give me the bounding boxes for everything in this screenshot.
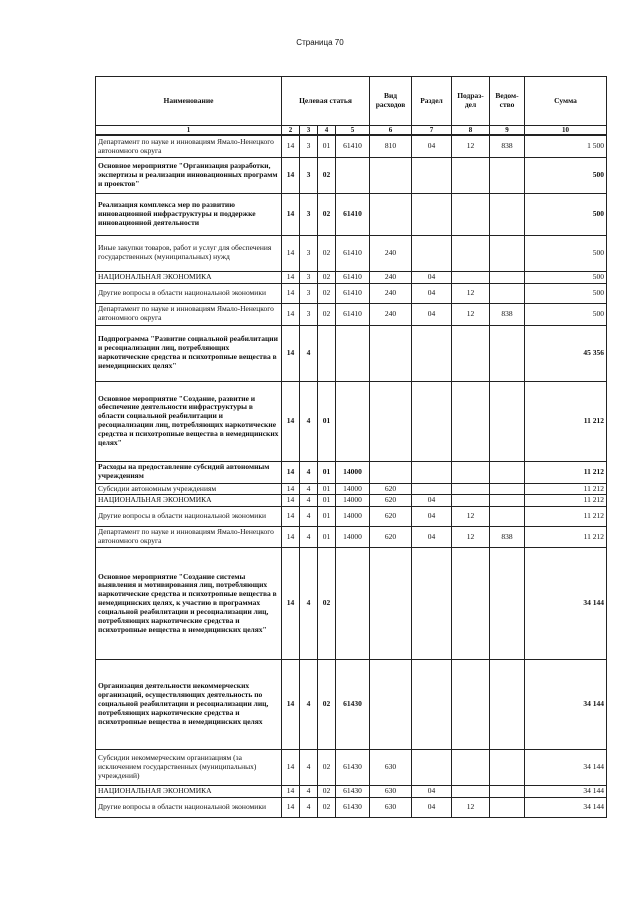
col-number: 8: [452, 126, 490, 136]
cell-name: Расходы на предоставление субсидий автономным учреждениям: [96, 461, 282, 483]
cell-amount: 500: [525, 271, 607, 283]
cell-expense-type: 240: [370, 283, 412, 303]
table-row: [96, 271, 607, 283]
cell-target-direction: 14000: [336, 507, 370, 527]
cell-target-subprogram: 3: [300, 135, 318, 157]
cell-target-direction: 61410: [336, 271, 370, 283]
cell-target-direction: [336, 157, 370, 193]
cell-department: [490, 507, 525, 527]
cell-target-subprogram: 4: [300, 659, 318, 749]
table-row: [96, 797, 607, 817]
cell-target-program: 14: [282, 303, 300, 325]
cell-target-direction: 14000: [336, 483, 370, 495]
cell-name: НАЦИОНАЛЬНАЯ ЭКОНОМИКА: [96, 271, 282, 283]
cell-name: Другие вопросы в области национальной экономики: [96, 283, 282, 303]
cell-target-subprogram: 4: [300, 507, 318, 527]
col-number: 10: [525, 126, 607, 136]
table-row: [96, 325, 607, 381]
cell-target-program: 14: [282, 785, 300, 797]
cell-target-direction: 14000: [336, 461, 370, 483]
cell-subsection: [452, 659, 490, 749]
cell-department: 838: [490, 303, 525, 325]
cell-section: [412, 381, 452, 461]
cell-subsection: [452, 483, 490, 495]
cell-target-program: 14: [282, 235, 300, 271]
cell-section: [412, 157, 452, 193]
cell-name: Основное мероприятие "Создание системы выявления и мотивирования лиц, потребляющих наркотические средства и психотропные вещества в немедицинских целях, к участию в программах социальной реабилитации и ресоциализации лиц, потребляющих наркотические средства и психотропные вещества в немедицинских целях": [96, 547, 282, 659]
cell-name: Основное мероприятие "Создание, развитие и обеспечение деятельности инфраструктуры в области социальной реабилитации и ресоциализации лиц, потребляющих наркотические средства и психотропные вещества в немедицинских целях": [96, 381, 282, 461]
cell-target-subprogram: 3: [300, 303, 318, 325]
cell-section: [412, 325, 452, 381]
cell-department: [490, 193, 525, 235]
table-row: [96, 135, 607, 157]
col-number: 9: [490, 126, 525, 136]
cell-target-subprogram: 4: [300, 527, 318, 548]
cell-target-program: 14: [282, 797, 300, 817]
cell-amount: 500: [525, 235, 607, 271]
cell-department: [490, 271, 525, 283]
cell-name: Реализация комплекса мер по развитию инновационной инфраструктуры и поддержке инновационной деятельности: [96, 193, 282, 235]
cell-target-program: 14: [282, 193, 300, 235]
cell-target-program: 14: [282, 659, 300, 749]
cell-expense-type: [370, 461, 412, 483]
cell-target-event: 01: [318, 527, 336, 548]
cell-target-program: 14: [282, 547, 300, 659]
cell-subsection: [452, 271, 490, 283]
table-row: [96, 303, 607, 325]
cell-subsection: [452, 235, 490, 271]
cell-department: [490, 461, 525, 483]
table-row: [96, 193, 607, 235]
cell-expense-type: [370, 659, 412, 749]
cell-target-event: 01: [318, 483, 336, 495]
cell-expense-type: 240: [370, 303, 412, 325]
cell-section: [412, 235, 452, 271]
header-summa: Сумма: [525, 77, 607, 126]
cell-amount: 11 212: [525, 495, 607, 507]
cell-section: 04: [412, 271, 452, 283]
cell-target-event: 01: [318, 135, 336, 157]
cell-target-direction: 61410: [336, 193, 370, 235]
cell-subsection: [452, 193, 490, 235]
cell-name: Субсидии некоммерческим организациям (за исключением государственных (муниципальных) учреждений): [96, 749, 282, 785]
cell-expense-type: [370, 157, 412, 193]
cell-department: [490, 495, 525, 507]
table-row: [96, 507, 607, 527]
cell-name: Основное мероприятие "Организация разработки, экспертизы и реализации инновационных программ и проектов": [96, 157, 282, 193]
cell-section: 04: [412, 283, 452, 303]
cell-target-program: 14: [282, 483, 300, 495]
cell-subsection: [452, 381, 490, 461]
cell-target-direction: 61410: [336, 303, 370, 325]
cell-target-event: 02: [318, 547, 336, 659]
col-number: 6: [370, 126, 412, 136]
cell-department: [490, 483, 525, 495]
cell-target-direction: 61430: [336, 785, 370, 797]
cell-subsection: [452, 461, 490, 483]
cell-name: Субсидии автономным учреждениям: [96, 483, 282, 495]
cell-target-program: 14: [282, 527, 300, 548]
cell-target-program: 14: [282, 157, 300, 193]
cell-department: [490, 749, 525, 785]
cell-target-event: 02: [318, 271, 336, 283]
cell-expense-type: 240: [370, 271, 412, 283]
cell-target-event: 02: [318, 785, 336, 797]
cell-name: Подпрограмма "Развитие социальной реабилитации и ресоциализации лиц, потребляющих наркотические средства и психотропные вещества в немедицинских целях": [96, 325, 282, 381]
cell-subsection: [452, 785, 490, 797]
cell-amount: 45 356: [525, 325, 607, 381]
cell-name: Департамент по науке и инновациям Ямало-Ненецкого автономного округа: [96, 135, 282, 157]
cell-section: 04: [412, 303, 452, 325]
budget-table: [95, 76, 607, 818]
cell-target-event: 02: [318, 193, 336, 235]
cell-target-program: 14: [282, 507, 300, 527]
cell-section: [412, 547, 452, 659]
cell-expense-type: 240: [370, 235, 412, 271]
cell-section: 04: [412, 785, 452, 797]
cell-target-subprogram: 4: [300, 797, 318, 817]
cell-section: 04: [412, 135, 452, 157]
cell-department: [490, 797, 525, 817]
cell-target-subprogram: 4: [300, 749, 318, 785]
col-number: 5: [336, 126, 370, 136]
cell-department: [490, 381, 525, 461]
cell-target-subprogram: 4: [300, 381, 318, 461]
cell-target-direction: 61410: [336, 235, 370, 271]
header-vedom: Ведом-ство: [490, 77, 525, 126]
cell-section: 04: [412, 527, 452, 548]
cell-target-event: 02: [318, 235, 336, 271]
cell-name: НАЦИОНАЛЬНАЯ ЭКОНОМИКА: [96, 495, 282, 507]
cell-section: 04: [412, 507, 452, 527]
cell-target-direction: 61410: [336, 283, 370, 303]
cell-section: [412, 483, 452, 495]
cell-target-program: 14: [282, 749, 300, 785]
cell-target-subprogram: 3: [300, 193, 318, 235]
cell-target-direction: 61410: [336, 135, 370, 157]
cell-section: 04: [412, 495, 452, 507]
cell-expense-type: 620: [370, 507, 412, 527]
cell-subsection: 12: [452, 135, 490, 157]
cell-section: [412, 659, 452, 749]
column-numbers-row: [96, 126, 607, 136]
cell-expense-type: 630: [370, 785, 412, 797]
cell-department: [490, 283, 525, 303]
table-row: [96, 483, 607, 495]
cell-section: [412, 461, 452, 483]
cell-target-program: 14: [282, 283, 300, 303]
cell-name: Иные закупки товаров, работ и услуг для обеспечения государственных (муниципальных) нужд: [96, 235, 282, 271]
cell-target-event: 01: [318, 381, 336, 461]
cell-department: 838: [490, 527, 525, 548]
cell-subsection: [452, 495, 490, 507]
cell-subsection: [452, 157, 490, 193]
cell-target-program: 14: [282, 495, 300, 507]
cell-target-program: 14: [282, 325, 300, 381]
cell-amount: 500: [525, 193, 607, 235]
cell-target-event: [318, 325, 336, 381]
cell-target-event: 02: [318, 797, 336, 817]
cell-name: Другие вопросы в области национальной экономики: [96, 507, 282, 527]
cell-expense-type: 620: [370, 495, 412, 507]
cell-amount: 11 212: [525, 507, 607, 527]
col-number: 3: [300, 126, 318, 136]
header-vid: Вид расходов: [370, 77, 412, 126]
cell-target-subprogram: 4: [300, 325, 318, 381]
table-row: [96, 235, 607, 271]
cell-target-direction: 61430: [336, 659, 370, 749]
cell-target-direction: [336, 547, 370, 659]
header-name: Наименование: [96, 77, 282, 126]
cell-target-event: 02: [318, 303, 336, 325]
cell-target-subprogram: 4: [300, 483, 318, 495]
cell-section: [412, 193, 452, 235]
cell-subsection: 12: [452, 303, 490, 325]
cell-expense-type: 630: [370, 749, 412, 785]
header-target: Целевая статья: [282, 77, 370, 126]
table-body: [96, 135, 607, 817]
cell-amount: 11 212: [525, 381, 607, 461]
table-row: [96, 461, 607, 483]
cell-department: [490, 325, 525, 381]
cell-subsection: 12: [452, 283, 490, 303]
table-row: [96, 495, 607, 507]
cell-amount: 34 144: [525, 785, 607, 797]
cell-department: [490, 659, 525, 749]
cell-target-event: 02: [318, 659, 336, 749]
cell-amount: 500: [525, 303, 607, 325]
cell-target-event: 02: [318, 157, 336, 193]
cell-department: 838: [490, 135, 525, 157]
cell-target-program: 14: [282, 381, 300, 461]
cell-amount: 11 212: [525, 527, 607, 548]
col-number: 4: [318, 126, 336, 136]
cell-subsection: [452, 749, 490, 785]
cell-name: Департамент по науке и инновациям Ямало-Ненецкого автономного округа: [96, 527, 282, 548]
cell-subsection: [452, 547, 490, 659]
table-row: [96, 547, 607, 659]
cell-name: Организация деятельности некоммерческих организаций, осуществляющих деятельность по социальной реабилитации и ресоциализации лиц, потребляющих наркотические средства и психотропные вещества в немедицинских целях: [96, 659, 282, 749]
cell-expense-type: [370, 193, 412, 235]
cell-section: [412, 749, 452, 785]
cell-target-subprogram: 4: [300, 495, 318, 507]
cell-name: НАЦИОНАЛЬНАЯ ЭКОНОМИКА: [96, 785, 282, 797]
cell-target-subprogram: 3: [300, 283, 318, 303]
col-number: 1: [96, 126, 282, 136]
header-row: [96, 77, 607, 126]
cell-amount: 11 212: [525, 483, 607, 495]
cell-target-subprogram: 4: [300, 461, 318, 483]
table-row: [96, 659, 607, 749]
cell-target-program: 14: [282, 461, 300, 483]
cell-target-program: 14: [282, 135, 300, 157]
cell-target-event: 01: [318, 495, 336, 507]
cell-department: [490, 235, 525, 271]
cell-expense-type: 620: [370, 527, 412, 548]
cell-department: [490, 547, 525, 659]
cell-department: [490, 157, 525, 193]
cell-expense-type: 620: [370, 483, 412, 495]
cell-subsection: 12: [452, 797, 490, 817]
cell-section: 04: [412, 797, 452, 817]
col-number: 7: [412, 126, 452, 136]
cell-target-direction: [336, 381, 370, 461]
cell-amount: 34 144: [525, 749, 607, 785]
cell-target-direction: 14000: [336, 495, 370, 507]
cell-expense-type: [370, 325, 412, 381]
cell-amount: 11 212: [525, 461, 607, 483]
cell-target-subprogram: 3: [300, 157, 318, 193]
cell-amount: 500: [525, 283, 607, 303]
table-row: [96, 157, 607, 193]
cell-expense-type: [370, 381, 412, 461]
cell-target-event: 02: [318, 749, 336, 785]
cell-name: Департамент по науке и инновациям Ямало-Ненецкого автономного округа: [96, 303, 282, 325]
cell-target-subprogram: 4: [300, 785, 318, 797]
page-title: Страница 70: [296, 38, 344, 47]
cell-amount: 34 144: [525, 547, 607, 659]
cell-amount: 1 500: [525, 135, 607, 157]
col-number: 2: [282, 126, 300, 136]
header-podrazdel: Подраз-дел: [452, 77, 490, 126]
table-row: [96, 785, 607, 797]
cell-subsection: 12: [452, 527, 490, 548]
table-row: [96, 527, 607, 548]
cell-target-direction: 61430: [336, 797, 370, 817]
table-row: [96, 283, 607, 303]
header-razdel: Раздел: [412, 77, 452, 126]
cell-target-subprogram: 3: [300, 235, 318, 271]
table-row: [96, 749, 607, 785]
cell-amount: 34 144: [525, 659, 607, 749]
cell-expense-type: 810: [370, 135, 412, 157]
cell-target-direction: 61430: [336, 749, 370, 785]
cell-target-direction: [336, 325, 370, 381]
cell-target-event: 02: [318, 283, 336, 303]
cell-target-direction: 14000: [336, 527, 370, 548]
cell-subsection: 12: [452, 507, 490, 527]
cell-name: Другие вопросы в области национальной экономики: [96, 797, 282, 817]
cell-target-program: 14: [282, 271, 300, 283]
cell-subsection: [452, 325, 490, 381]
cell-target-subprogram: 4: [300, 547, 318, 659]
cell-amount: 500: [525, 157, 607, 193]
cell-expense-type: [370, 547, 412, 659]
cell-target-event: 01: [318, 461, 336, 483]
cell-expense-type: 630: [370, 797, 412, 817]
cell-amount: 34 144: [525, 797, 607, 817]
cell-department: [490, 785, 525, 797]
table-row: [96, 381, 607, 461]
cell-target-event: 01: [318, 507, 336, 527]
cell-target-subprogram: 3: [300, 271, 318, 283]
